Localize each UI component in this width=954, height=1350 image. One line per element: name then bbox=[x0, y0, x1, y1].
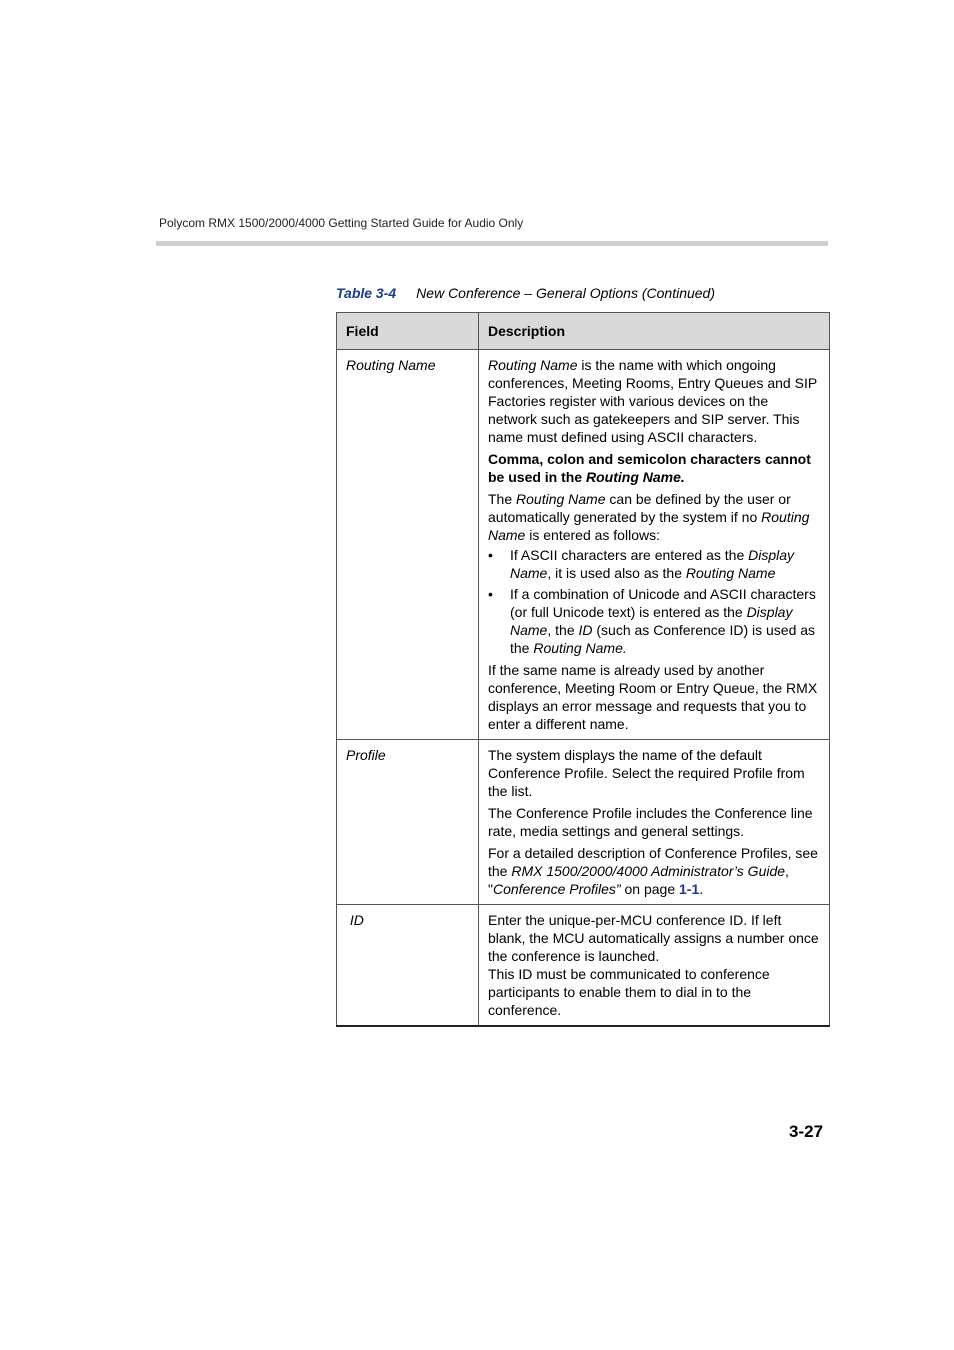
bullet-list bbox=[488, 546, 820, 657]
paragraph bbox=[488, 490, 820, 544]
table-row bbox=[337, 350, 830, 740]
table-row bbox=[337, 905, 830, 1027]
list-item: • If ASCII characters are entered as the Display Name, it is used also as the Routing Name bbox=[488, 546, 820, 582]
warning-paragraph bbox=[488, 450, 820, 486]
table-header-row bbox=[337, 313, 830, 350]
paragraph: The system displays the name of the default Conference Profile. Select the required Profile from the list. bbox=[488, 747, 805, 799]
table-title: New Conference – General Options (Continued) bbox=[416, 285, 715, 301]
bold-italic-term: Routing Name. bbox=[586, 469, 685, 485]
running-header: Polycom RMX 1500/2000/4000 Getting Started Guide for Audio Only bbox=[159, 216, 524, 230]
header-field: Field bbox=[337, 313, 479, 350]
paragraph: For a detailed description of Conference Profiles, see the RMX 1500/2000/4000 Administrator’s Guide, "Conference Profiles” on page 1-1. bbox=[488, 845, 818, 897]
italic-term: Routing Name bbox=[516, 491, 606, 507]
paragraph: Enter the unique-per-MCU conference ID. If left blank, the MCU automatically assigns a number once the conference is launched. bbox=[488, 912, 819, 964]
field-id: ID bbox=[337, 905, 479, 1027]
table-row bbox=[337, 740, 830, 905]
field-profile: Profile bbox=[337, 740, 479, 905]
field-routing-name: Routing Name bbox=[337, 350, 479, 740]
paragraph: This ID must be communicated to conference participants to enable them to dial in to the conference. bbox=[488, 966, 770, 1018]
paragraph: The Conference Profile includes the Conference line rate, media settings and general settings. bbox=[488, 805, 813, 839]
italic-term: Routing Name bbox=[488, 509, 810, 543]
description-profile bbox=[479, 740, 830, 905]
header-rule bbox=[156, 241, 828, 246]
list-item: • If a combination of Unicode and ASCII characters (or full Unicode text) is entered as the Display Name, the ID (such as Conference ID) is used as the Routing Name. bbox=[488, 585, 820, 657]
table-caption bbox=[336, 285, 715, 301]
options-table bbox=[336, 312, 830, 1027]
paragraph: If the same name is already used by another conference, Meeting Room or Entry Queue, the RMX displays an error message and requests that you to enter a different name. bbox=[488, 662, 818, 732]
text: can be defined by the user or automatically generated by the system if no bbox=[488, 491, 791, 525]
page-link[interactable]: 1-1 bbox=[679, 881, 700, 897]
italic-term: Routing Name bbox=[488, 357, 578, 373]
description-id bbox=[479, 905, 830, 1027]
description-routing-name bbox=[479, 350, 830, 740]
header-description: Description bbox=[479, 313, 830, 350]
text: The bbox=[488, 491, 517, 507]
table-number: Table 3-4 bbox=[336, 285, 397, 301]
text: is entered as follows: bbox=[525, 527, 660, 543]
text: is the name with which ongoing conferences, Meeting Rooms, Entry Queues and SIP Factories register with various devices on the network such as gatekeepers and SIP server. This name must defined using ASCII characters. bbox=[488, 357, 817, 445]
bold-text: Comma, colon and semicolon characters cannot be used in the bbox=[488, 451, 811, 485]
paragraph bbox=[488, 356, 820, 446]
page-number: 3-27 bbox=[789, 1122, 824, 1141]
